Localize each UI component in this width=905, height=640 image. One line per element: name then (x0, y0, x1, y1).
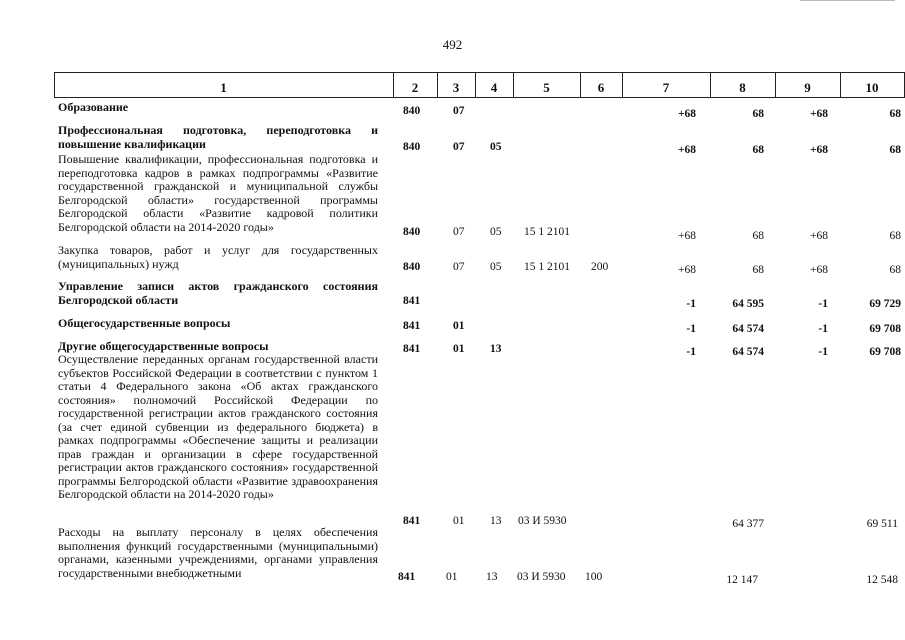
page-number: 492 (442, 37, 463, 52)
cell-col8: 64 595 (732, 298, 764, 310)
row-description: Расходы на выплату персоналу в целях обеспечения выполнения функций государственными (муниципальными) органами, казенными учреждениями, органами управления государственными внебюджетными (58, 525, 378, 580)
cell-col7: +68 (678, 264, 696, 276)
cell-col2: 840 (403, 141, 421, 153)
cell-col8: 12 147 (726, 574, 758, 586)
row-description: Закупка товаров, работ и услуг для государственных (муниципальных) нужд (58, 243, 378, 271)
row-description: Другие общегосударственные вопросы (58, 339, 269, 353)
column-header-1: 1 (220, 80, 227, 95)
cell-col3: 07 (453, 261, 465, 273)
column-header-6: 6 (597, 80, 605, 95)
cell-col2: 841 (403, 295, 421, 307)
cell-col6: 100 (585, 571, 603, 583)
cell-col2: 841 (398, 571, 416, 583)
cell-col10: 69 708 (869, 346, 901, 358)
cell-col10: 68 (889, 144, 901, 156)
cell-col8: 64 377 (732, 518, 764, 530)
header-bottom-border (54, 97, 905, 98)
cell-col7: +68 (677, 108, 696, 120)
cell-col9: -1 (818, 346, 828, 358)
cell-col5: 15 1 2101 (524, 261, 570, 273)
cell-col4: 13 (490, 515, 502, 527)
header-scratch-line (800, 0, 895, 1)
cell-col10: 69 729 (869, 298, 901, 310)
column-header-9: 9 (804, 80, 811, 95)
column-header-2: 2 (411, 80, 419, 95)
cell-col4: 13 (490, 343, 502, 355)
cell-col8: 68 (752, 144, 764, 156)
cell-col9: +68 (809, 108, 828, 120)
cell-col10: 68 (889, 264, 901, 276)
header-top-border (54, 72, 905, 73)
cell-col4: 05 (490, 261, 502, 273)
cell-col3: 01 (453, 515, 465, 527)
cell-col9: +68 (810, 230, 828, 242)
cell-col7: -1 (686, 323, 696, 335)
row-description: Общегосударственные вопросы (58, 316, 231, 330)
cell-col9: +68 (810, 264, 828, 276)
cell-col4: 13 (486, 571, 498, 583)
cell-col6: 200 (591, 261, 609, 273)
column-header-7: 7 (662, 80, 670, 95)
cell-col5: 15 1 2101 (524, 226, 570, 238)
cell-col8: 64 574 (732, 323, 764, 335)
cell-col7: +68 (678, 230, 696, 242)
cell-col8: 64 574 (732, 346, 764, 358)
row-description: Управление записи актов гражданского состояния Белгородской области (58, 279, 378, 307)
row-description: Осуществление переданных органам государственной власти субъектов Российской Федерации в соответствии с пунктом 1 статьи 4 Федерального закона «Об актах гражданского состояния» полномочий Российской Федерации по государственной регистрации актов гражданского состояния (за счет единой субвенции из федерального бюджета) в рамках подпрограммы «Обеспечение защиты и реализации прав граждан и организации в сфере государственной регистрации актов гражданского состояния» государственной программы Белгородской области «Развитие здравоохранения Белгородской области на 2014-2020 годы» (58, 352, 378, 501)
cell-col7: +68 (677, 144, 696, 156)
column-header-4: 4 (490, 80, 498, 95)
column-header-3: 3 (452, 80, 460, 95)
row-description: Повышение квалификации, профессиональная подготовка и переподготовка кадров в рамках подпрограммы «Развитие государственной гражданской и муниципальной службы Белгородской области» государственной программы Белгородской области «Развитие кадровой политики Белгородской области на 2014-2020 годы» (58, 152, 378, 234)
cell-col8: 68 (752, 230, 764, 242)
cell-col3: 07 (453, 105, 465, 117)
cell-col3: 07 (453, 141, 465, 153)
cell-col10: 69 511 (866, 518, 898, 530)
cell-col10: 68 (889, 108, 901, 120)
cell-col2: 840 (403, 226, 421, 238)
cell-col9: +68 (809, 144, 828, 156)
column-header-8: 8 (739, 80, 746, 95)
cell-col4: 05 (490, 226, 502, 238)
cell-col3: 01 (453, 343, 465, 355)
cell-col7: -1 (686, 346, 696, 358)
cell-col2: 841 (403, 343, 421, 355)
cell-col3: 07 (453, 226, 465, 238)
cell-col8: 68 (752, 108, 764, 120)
cell-col3: 01 (446, 571, 458, 583)
cell-col9: -1 (818, 323, 828, 335)
row-description: Образование (58, 100, 129, 114)
cell-col2: 841 (403, 320, 421, 332)
cell-col9: -1 (818, 298, 828, 310)
cell-col10: 12 548 (866, 574, 898, 586)
cell-col2: 841 (403, 515, 421, 527)
column-header-10: 10 (865, 80, 879, 95)
cell-col2: 840 (403, 105, 421, 117)
cell-col10: 69 708 (869, 323, 901, 335)
cell-col4: 05 (490, 141, 502, 153)
cell-col2: 840 (403, 261, 421, 273)
cell-col5: 03 И 5930 (517, 571, 566, 583)
cell-col8: 68 (752, 264, 764, 276)
cell-col7: -1 (686, 298, 696, 310)
cell-col3: 01 (453, 320, 465, 332)
cell-col5: 03 И 5930 (518, 515, 567, 527)
column-header-5: 5 (543, 80, 550, 95)
row-description: Профессиональная подготовка, переподготовка и повышение квалификации (58, 123, 378, 151)
cell-col10: 68 (889, 230, 901, 242)
